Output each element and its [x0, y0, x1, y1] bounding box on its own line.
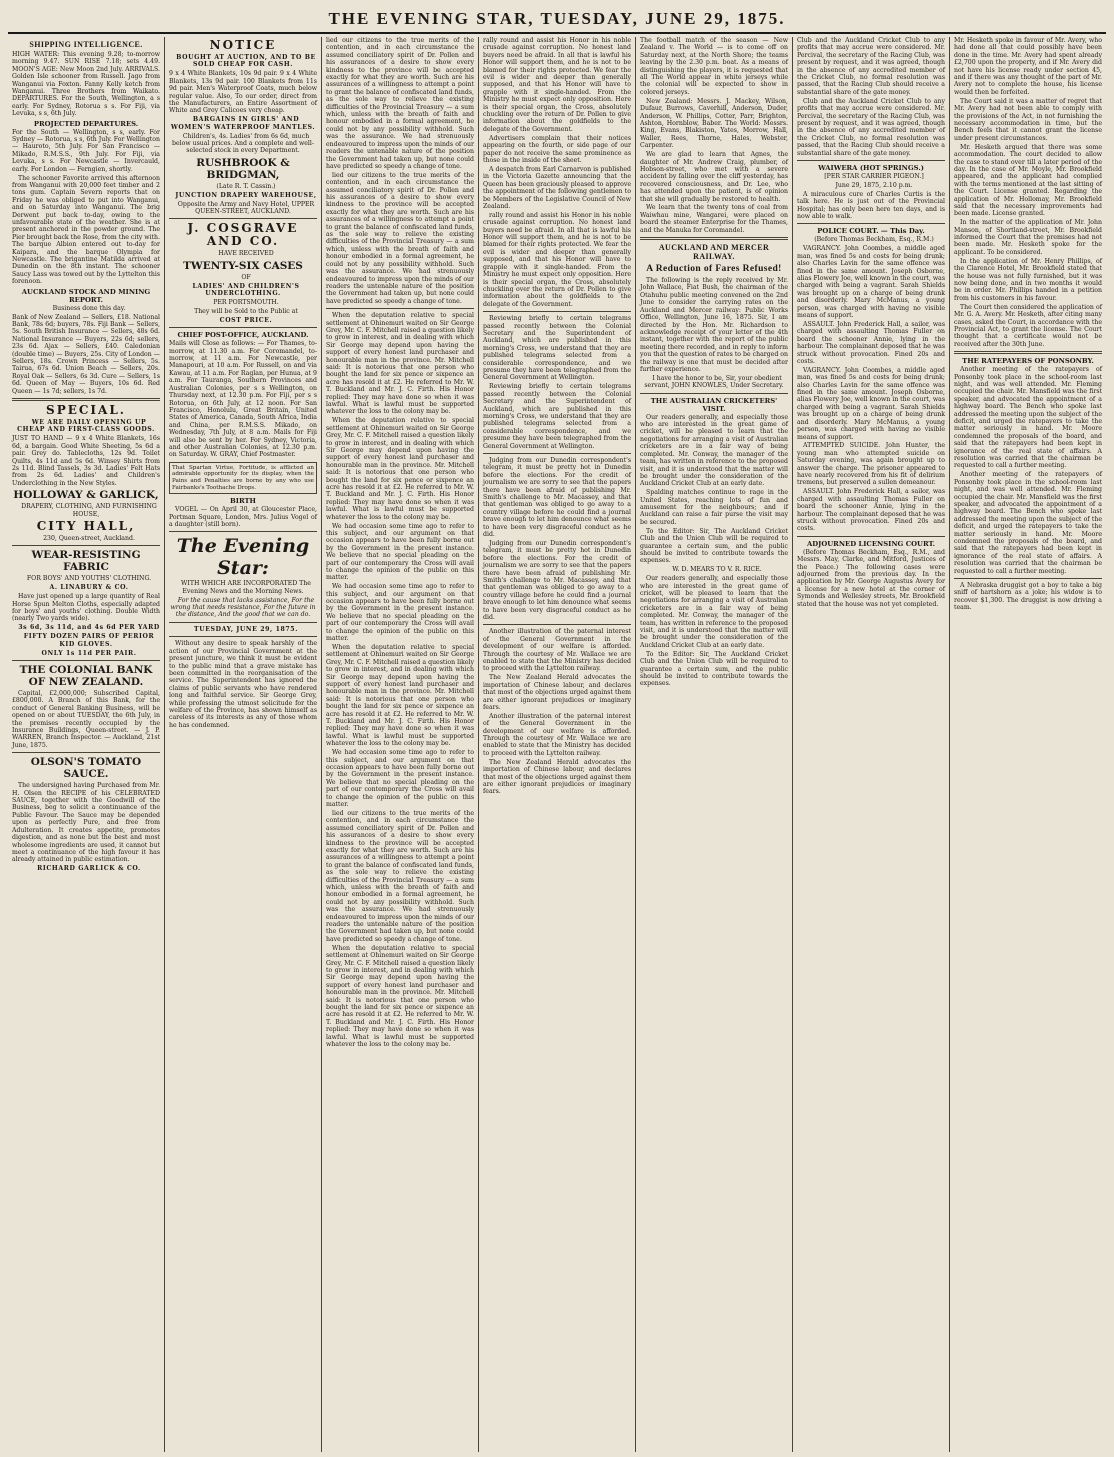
assault: ASSAULT. John Frederick Hall, a sailor, was charged with assaulting Thomas Fuller on board the schooner Annie, lying in the harbour. The complainant deposed that he was struck without provocation. Fined 20s and costs.: [797, 320, 945, 365]
editorial-cont: lied our citizens to the true merits of the contention, and in each circumstance the assumed conciliatory spirit of Dr. Pollen and his assurances of a desire to show every kindness to the province will be accepted exactly for what they are worth. Such are his assurances of a willingness to attempt a point to grant the balance of confiscated land funds, as the sole way to relieve the existing difficulties of the Provincial Treasury — a sum which, unless with the breath of faith and honour embodied in a formal agreement, he could not by any possibility withhold. Such was the assurance. We had strenuously endeavoured to impress upon the minds of our readers the untenable nature of the position the Government had taken up, but none could have predicted so speedy a change of tone.: [326, 809, 474, 943]
cosgrave-of: OF: [241, 273, 251, 281]
special-heading: SPECIAL.: [46, 403, 126, 418]
divider: [483, 624, 631, 625]
masthead-title: THE EVENING STAR, TUESDAY, JUNE 29, 1875.: [328, 9, 786, 28]
cosgrave-cases: TWENTY-SIX CASES: [183, 259, 303, 272]
cosgrave-cost: COST PRICE.: [219, 316, 273, 324]
notice-sub: BOUGHT AT AUCTION, AND TO BE SOLD CHEAP FOR CASH.: [176, 54, 316, 69]
linabury: A. LINABURY & CO.: [49, 584, 129, 592]
text-d: In the matter of the application of Mr. John Manson, of Shortland-street, Mr. Brookfield informed the Court that the premises had not been made. Mr. Hesketh spoke for the applicant. To be considered.: [954, 219, 1102, 256]
despatch: A despatch from Earl Carnarvon is published in the Victoria Gazette announcing that the Queen has been graciously pleased to approve the appointment of the following gentlemen to be Members of the Legislative Council of New Zealand.: [483, 165, 631, 210]
football: The football match of the season — New Zealand v. The World — is to come off on Saturday next, at the North Shore; the teams leaving by the 2.30 p.m. boat. As a means of distinguishing the players, it is requested that all The World appear in white jerseys while the colonial will be expected to show in colored jerseys.: [640, 37, 788, 96]
holloway-addr: 230, Queen-street, Auckland.: [43, 535, 135, 543]
twenty: We learn that the twenty tons of coal from Waiwhau mine, Wangarei, were placed on board the steamer Enterprise for the Thames, and the Manuka for Coromandel.: [640, 204, 788, 234]
ratepayers-text: Another meeting of the ratepayers of Ponsonby took place in the school-room last night, and was well attended. Mr. Fleming occupied the chair. Mr. Mansfield was the first speaker, and advocated the appointment of a highway board. The Bench who spoke last addressed the meeting upon the subject of the deficit, and urged the ratepayers to take the matter seriously in hand. Mr. Moore condemned the proposals of the board, and said that the ratepayers had been kept in ignorance of the real state of affairs. A resolution was carried that the chairman be requested to call a further meeting.: [954, 471, 1102, 575]
cosgrave-have: HAVE RECEIVED: [218, 250, 274, 258]
cosgrave-goods: LADIES' AND CHILDREN'S UNDERCLOTHING.: [192, 282, 300, 298]
col-end: The New Zealand Herald advocates the importation of Chinese labour, and declares that most of the objections urged against them are either ignorant prejudices or imaginary fears.: [483, 674, 631, 711]
waiwera-date: June 29, 1875, 2.10 p.m.: [835, 181, 913, 189]
bottom-text: We had occasion some time ago to refer to this subject, and our argument on that occasion appears to have been fully borne out by the Government in the present instance. We believe that no special pleading on the part of our contemporary the Cross will avail to change the opinion of the public on this matter.: [326, 583, 474, 643]
signature: W. D. MEARS TO V. R. RICE.: [672, 566, 762, 574]
divider: [954, 578, 1102, 579]
bank-heading: THE COLONIAL BANK OF NEW ZEALAND.: [19, 664, 153, 688]
star-verse: For the cause that lacks assistance, For the wrong that needs resistance, For the future in the distance, And the good that we can do.: [170, 596, 316, 619]
text-c: Mr. Hesketh argued that there was some accommodation. The court decided to allow the case to stand over till a later period of the day. In the case of Mr. Moyle, Mr. Brookfield appeared, and the applicant had complied with the terms mentioned at the last sitting of the Court. License granted. Regarding the application of Mr. Hollomay, Mr. Brookfield said that the necessary improvements had been made. License granted.: [954, 143, 1102, 218]
text-f: The Court then considered the application of Mr. G. A. Avery. Mr. Hesketh, after citing many cases, asked the Court, in accordance with the Provincial Act, to grant the license. The Court thought that a certificate would not be received after the 30th June.: [954, 303, 1102, 348]
bank-text: Capital, £2,000,000; Subscribed Capital, £800,000. A Branch of this Bank, for the conduct of General Banking Business, will be opened on or about TUESDAY, the 6th July, in the premises recently occupied by the Insurance Buildings, Queen-street. — J. P. WARREN, Branch Inspector. — Auckland, 21st June, 1875.: [12, 690, 160, 749]
special-text: JUST TO HAND — 9 x 4 White Blankets, 16s 6d, a bargain. Good White Sheeting, 5s 6d a pair. Grey do. Tablecloths, 12s 9d. Toilet Quilts, 4s 11d and 5s 6d. Winsey Shirts from 2s 11d. Blind Tassels, 3s 3d. Ladies' Felt Hats from 2s 6d. Ladies' and Children's Underclothing in the New Styles.: [12, 435, 160, 487]
divider: [169, 531, 317, 532]
text-e: In the application of Mr. Henry Phillips, of the Clarence Hotel, Mr. Brookfield stated that the house was not fully furnished, but it was now being done, and in two months it would be in order. Mr. Phillips handed in a petition from his customers in his favour.: [954, 257, 1102, 302]
bargains: BARGAINS IN GIRLS' AND WOMEN'S WATERPROOF MANTLES.: [170, 116, 316, 131]
judging: Judging from our Dunedin correspondent's telegram, it must be pretty hot in Dunedin before the elections. For the credit of journalism we are sorry to see that the papers there have been afraid of publishing Mr. Smith's challenge to Mr. Macassey, and that that gentleman was obliged to go away to a country village before he could find a journal brave enough to let him denounce what seems to have been very disgraceful conduct as he did.: [483, 539, 631, 621]
shipping-heading: SHIPPING INTELLIGENCE.: [29, 40, 143, 49]
divider: [169, 218, 317, 219]
star-motto: WITH WHICH ARE INCORPORATED The Evening News and the Morning News.: [181, 580, 311, 595]
waiwera-sub: [PER STAR CARRIER PIGEON.]: [824, 173, 924, 180]
another: Another illustration of the paternal interest of the General Government in the development of our welfare is afforded. Through the courtesy of Mr. Wallace we are enabled to state that the Ministry has decided to proceed with the Lyttelton railway.: [483, 712, 631, 757]
bottom-text: We had occasion some time ago to refer to this subject, and our argument on that occasion appears to have been fully borne out by the Government in the present instance. We believe that no special pleading on the part of our contemporary the Cross will avail to change the opinion of the public on this matter.: [326, 522, 474, 582]
cricket-text2: Spalding matches continue to rage in the United States, reaching lots of fun and amusement for the neighbours; and if Auckland can raise a fair purse the visit may be secured.: [640, 489, 788, 526]
divider: [12, 752, 160, 753]
deputation-text: When the deputation relative to special settlement at Ohinemuri waited on Sir George Grey, Mr. C. F. Mitchell raised a question likely to grow in interest, and in dealing with which Sir George may depend upon having the support of every honest land purchaser and honourable man in the province. Mr. Mitchell said: It is notorious that one person who bought the land for six pence or sixpence an acre has resold it at £2. He referred to Mr. W. T. Buckland and Mr. J. C. Firth. His Honor replied: They may have done so when it was lawful. What is lawful must be supported whatever the loss to the colony may be.: [326, 944, 474, 1049]
fares-heading: A Reduction of Fares Refused!: [646, 264, 782, 275]
letter: To the Editor: Sir, The Auckland Cricket Club and the Union Club will be required to guarantee a certain sum, and the public should be invited to contribute towards the expenses.: [640, 527, 788, 565]
divider: [483, 311, 631, 312]
teams: New Zealand: Messrs. J. Mackey, Wilson, Dufaur, Burrows, Caverhill, Anderson, Duder, Anderson, W. Phillips, Cotter, Parr, Brighton, Ashton, Hornblow, Baber. The World: Messrs. King, Evans, Blakiston, Yates, Morrow, Hall, Waller, Rees, Thorne, Hales, Webster, Carpenter.: [640, 97, 788, 150]
holloway-line: DRAPERY, CLOTHING, AND FURNISHING HOUSE,: [21, 503, 157, 518]
sauce-heading: OLSON'S TOMATO SAUCE.: [30, 756, 142, 781]
text-a: rally round and assist his Honor in his noble crusade against corruption. No honest land buyers need be afraid. In all that is lawful his Honor will support them, and he is not to be blamed for their rights protected. We fear the evil is wider and deeper than generally supposed, and that his Honor will have to grapple with it single-handed. From the Ministry he must expect only opposition. Here is their special organ, the Cross, absolutely chuckling over the return of Dr. Pollen to give information about the goldfields to the delegate of the Government.: [483, 211, 631, 308]
shipping-body: The schooner Favorite arrived this afternoon from Wanganui with 20,000 feet timber and 2 tons gum. Captain Severn reports that on Friday he was obliged to put into Wanganui, and on Saturday into Wanganui. The brig Derwent put back to-day, owing to the unfavourable state of the weather. She is at present anchored in the powder ground. The Pier brought back the Rose, from the city with. The barque Albion entered out to-day for Kaipara, and the barque Olympia for Newcastle. The brigantine Matilda arrived at Dunedin on the 8th instant. The schooner Saucy Lass was towed out by the Lyttelton this forenoon.: [12, 174, 160, 286]
judging: Judging from our Dunedin correspondent's telegram, it must be pretty hot in Dunedin before the elections. For the credit of journalism we are sorry to see that the papers there have been afraid of publishing Mr. Smith's challenge to Mr. Macassey, and that that gentleman was obliged to go away to a country village before he could find a journal brave enough to let him denounce what seems to have been very disgraceful conduct as he did.: [483, 456, 631, 538]
cricket-text: Our readers generally, and especially those who are interested in the great game of cricket, will be pleased to learn that the negotiations for arranging a visit of Australian cricketers are in a fair way of being completed. Mr. Conway, the manager of the team, has written in reference to the proposed visit, and it is understood that the matter will be brought under the consideration of the Auckland Cricket Club at an early date.: [640, 575, 788, 649]
ratepayers-text: Another meeting of the ratepayers of Ponsonby took place in the school-room last night, and was well attended. Mr. Fleming occupied the chair. Mr. Mansfield was the first speaker, and advocated the appointment of a highway board. The Bench who spoke last addressed the meeting upon the subject of the deficit, and urged the ratepayers to take the matter seriously in hand. Mr. Moore condemned the proposals of the board, and said that the ratepayers had been kept in ignorance of the real state of affairs. A resolution was carried that the chairman be requested to call a further meeting.: [954, 366, 1102, 470]
sauce-text: The undersigned having Purchased from Mr. H. Olsen the RECIPE of his CELEBRATED SAUCE, together with the Goodwill of the Business, beg to solicit a continuance of the Public Favour. The Sauce may be depended upon as perfectly Pure, and free from Adulteration. It creates appetite, promotes digestion, and as none but the best and most wholesome ingredients are used, it cannot but meet a continuance of the high favour it has already attained in public estimation.: [12, 782, 160, 864]
divider: [169, 622, 317, 623]
cosgrave: J. COSGRAVE AND CO.: [187, 221, 299, 249]
waiwera-text: A miraculous cure of Charles Curtis is the talk here. He is just out of the Provincial Hospital; has only been here ten days, and is now able to walk.: [797, 190, 945, 221]
text-a: Mr. Hesketh spoke in favour of Mr. Avery, who had done all that could possibly have been done in the time. Mr. Avery had spent already £2,700 upon the property, and if Mr. Avery did not have his license ready under section 45, and if there was any thought of the part of Mr. Avery not to complete the house, his license would then be forfeited.: [954, 37, 1102, 96]
police-text: VAGRANCY. John Coombes, a middle aged man, was fined 5s and costs for being drunk; also Charles Lavin for the same offence was fined in the same amount. Joseph Osborne, alias Flowery Joe, well known in the court, was charged with being a vagrant. Sarah Shields was brought up on a charge of being drunk and disorderly. Mary McManus, a young person, was charged with having no visible means of support.: [797, 366, 945, 441]
divider: [640, 237, 788, 240]
column-6: [793, 37, 950, 1452]
cosgrave-sold: They will be Sold to the Public at: [194, 307, 298, 315]
deputation-text: When the deputation relative to special settlement at Ohinemuri waited on Sir George Grey, Mr. C. F. Mitchell raised a question likely to grow in interest, and in dealing with which Sir George may depend upon having the support of every honest land purchaser and honourable man in the province. Mr. Mitchell said: It is notorious that one person who bought the land for six pence or sixpence an acre has resold it at £2. He referred to Mr. W. T. Buckland and Mr. J. C. Firth. His Honor replied: They may have done so when it was lawful. What is lawful must be supported whatever the loss to the colony may be.: [326, 417, 474, 521]
agent: We are glad to learn that Agnes, the daughter of Mr. Andrew Craig, plumber, of Hobson-street, who met with a severe accident by falling over the cliff yesterday, has recovered consciousness, and Dr. Lee, who has attended upon the patient, is of opinion that she will gradually be restored to health.: [640, 151, 788, 203]
notice-heading: NOTICE: [209, 38, 277, 52]
letter: To the Editor: Sir, The Auckland Cricket Club and the Union Club will be required to guarantee a certain sum, and the public should be invited to contribute towards the expenses.: [640, 650, 788, 688]
gloves-head: FIFTY DOZEN PAIRS OF PERIOR KID GLOVES.: [23, 633, 155, 648]
gloves-price: ONLY 1s 11d PER PAIR.: [41, 649, 137, 657]
col-end: The New Zealand Herald advocates the importation of Chinese labour, and declares that most of the objections urged against them are either ignorant prejudices or imaginary fears.: [483, 758, 631, 796]
editorial: Without any desire to speak harshly of the action of our Provincial Government at the present juncture, we think it must be evident to the public mind that a grave mistake has been committed in the reorganisation of the service. The Superintendent has ignored the claims of public servants who have rendered long and faithful service. Sir George Grey, while professing the utmost solicitude for the welfare of the Province, has shown himself as careless of its interests as any of those whom he has condemned.: [169, 640, 317, 729]
cricket-text: Our readers generally, and especially those who are interested in the great game of cricket, will be pleased to learn that the negotiations for arranging a visit of Australian cricketers are in a fair way of being completed. Mr. Conway, the manager of the team, has written in reference to the proposed visit, and it is understood that the matter will be brought under the consideration of the Auckland Cricket Club at an early date.: [640, 413, 788, 488]
divider: [483, 453, 631, 454]
garlick: RICHARD GARLICK & CO.: [37, 865, 141, 873]
divider: [12, 545, 160, 546]
notice-items: 9 x 4 White Blankets, 10s 9d pair. 9 x 4 White Blankets, 13s 9d pair. 100 Blankets from 11s 9d pair. Men's Waterproof Coats, much below regular value. Also, To our order, direct from the Manufacturers, an Entire Assortment of White and Grey Calicoes very cheap.: [169, 70, 317, 115]
divider: [797, 536, 945, 537]
another: Another illustration of the paternal interest of the General Government in the development of our welfare is afforded. Through the courtesy of Mr. Wallace we are enabled to state that the Ministry has decided to proceed with the Lyttelton railway.: [483, 628, 631, 673]
shipping-text: HIGH WATER: This evening 9.28; to-morrow morning 9.47. SUN RISE 7.18; sets 4.49. MOON'S AGE: New Moon 2nd July. ARRIVALS. Golden Isle schooner from Russell. Jago from Wanganui via Foxton. Fanny Kelly ketch from Wanganui. Three Brothers from Waikato. DEPARTURES. For the South, Wellington, a s early. For Sydney, Rotorua s s. For Fiji, via Levuka, s s, 6th July.: [12, 51, 160, 118]
column-4: [479, 37, 636, 1452]
licensing-heading: ADJOURNED LICENSING COURT.: [806, 539, 936, 548]
divider: [640, 393, 788, 394]
stock-text: Bank of New Zealand — Sellers, £18. National Bank, 78s 6d; buyers, 78s. Fiji Bank — Sellers, 5s. South British Insurance — Sellers, 48s 6d. National Insurance — Buyers, 22s 6d; sellers, 23s 6d. Ajax — Sellers, £40. Caledonian (double time) — Buyers, 25s. City of London — Sellers, 18s. Crown Princess — Sellers, 5s. Tairua, 67s 6d. Union Beach — Sellers, 20s. Royal Oak — Sellers, 6s 3d. Cure — Sellers, 1s 6d. Queen of May — Buyers, 10s 6d. Red Queen — 1s 7d; sellers, 1s 7d.: [12, 313, 160, 395]
deputation-text: When the deputation relative to special settlement at Ohinemuri waited on Sir George Grey, Mr. C. F. Mitchell raised a question likely to grow in interest, and in dealing with which Sir George may depend upon having the support of every honest land purchaser and honourable man in the province. Mr. Mitchell said: It is notorious that one person who bought the land for six pence or sixpence an acre has resold it at £2. He referred to Mr. W. T. Buckland and Mr. J. C. Firth. His Honor replied: They may have done so when it was lawful. What is lawful must be supported whatever the loss to the colony may be.: [326, 644, 474, 748]
text-a: rally round and assist his Honor in his noble crusade against corruption. No honest land buyers need be afraid. In all that is lawful his Honor will support them, and he is not to be blamed for their rights protected. We fear the evil is wider and deeper than generally supposed, and that his Honor will have to grapple with it single-handed. From the Ministry he must expect only opposition. Here is their special organ, the Cross, absolutely chuckling over the return of Dr. Pollen to give information about the goldfields to the delegate of the Government.: [483, 37, 631, 133]
wear-heading: WEAR-RESISTING FABRIC: [31, 549, 141, 574]
cricket-heading: THE AUSTRALIAN CRICKETERS' VISIT.: [650, 396, 778, 413]
deputation-text: When the deputation relative to special settlement at Ohinemuri waited on Sir George Grey, Mr. C. F. Mitchell raised a question likely to grow in interest, and in dealing with which Sir George may depend upon having the support of every honest land purchaser and honourable man in the province. Mr. Mitchell said: It is notorious that one person who bought the land for six pence or sixpence an acre has resold it at £2. He referred to Mr. W. T. Buckland and Mr. J. C. Firth. His Honor replied: They may have done so when it was lawful. What is lawful must be supported whatever the loss to the colony may be.: [326, 312, 474, 416]
waiwera-heading: WAIWERA (HOT SPRINGS.): [818, 164, 924, 172]
birth-heading: BIRTH: [230, 497, 256, 506]
stock-subhead: Business done this day.: [52, 304, 126, 312]
divider: [169, 327, 317, 328]
rushbrook-sub: (Late R. T. Cassin.): [216, 182, 276, 190]
divider: [326, 308, 474, 309]
star-date: TUESDAY, JUNE 29, 1875.: [194, 625, 298, 633]
fares-sign: I have the honor to be, Sir, your obedient servant, JOHN KNOWLES, Under Secretary.: [644, 374, 784, 390]
wear-sub: FOR BOYS' AND YOUTHS' CLOTHING.: [26, 575, 152, 583]
column-1: [8, 37, 165, 1452]
editorial-cont: lied our citizens to the true merits of the contention, and in each circumstance the assumed conciliatory spirit of Dr. Pollen and his assurances of a desire to show every kindness to the province will be accepted exactly for what they are worth. Such are his assurances of a willingness to attempt a point to grant the balance of confiscated land funds, as the sole way to relieve the existing difficulties of the Provincial Treasury — a sum which, unless with the breath of faith and honour embodied in a formal agreement, he could not by any possibility withhold. Such was the assurance. We had strenuously endeavoured to impress upon the minds of our readers the untenable nature of the position the Government had taken up, but none could have predicted so speedy a change of tone.: [326, 171, 474, 305]
police-sub: (Before Thomas Beckham, Esq., R.M.): [814, 236, 934, 244]
spartan-box: [169, 462, 317, 494]
ratepayers-heading: THE RATEPAYERS OF PONSONBY.: [962, 357, 1094, 366]
divider: [797, 223, 945, 224]
police-heading: POLICE COURT. — This Day.: [817, 227, 925, 236]
spartan-text: That Spartan Virtue, Fortitude, is afflicted an admirable opportunity for its display, when the Pains and Penalties are borne by any who use Fairbanks's Toothache Drops.: [172, 464, 314, 491]
junction: JUNCTION DRAPERY WAREHOUSE,: [175, 191, 317, 199]
stock-heading: AUCKLAND STOCK AND MINING REPORT.: [21, 287, 151, 304]
editorial-cont: lied our citizens to the true merits of the contention, and in each circumstance the assumed conciliatory spirit of Dr. Pollen and his assurances of a desire to show every kindness to the province will be accepted exactly for what they are worth. Such are his assurances of a willingness to attempt a point to grant the balance of confiscated land funds, as the sole way to relieve the existing difficulties of the Provincial Treasury — a sum which, unless with the breath of faith and honour embodied in a formal agreement, he could not by any possibility withhold. Such was the assurance. We had strenuously endeavoured to impress upon the minds of our readers the untenable nature of the position the Government had taken up, but none could have predicted so speedy a change of tone.: [326, 37, 474, 170]
divider: [169, 636, 317, 637]
reviewing: Reviewing briefly to certain telegrams passed recently between the Colonial Secretary and the Superintendent of Auckland, which are published in this morning's Cross, we understand that they are published telegrams selected from a considerable correspondence, and we presume they have been telegraphed from the General Government at Wellington.: [483, 315, 631, 382]
projected-heading: PROJECTED DEPARTURES.: [33, 119, 139, 128]
columns: [8, 37, 1106, 1452]
column-5: [636, 37, 793, 1452]
divider: [954, 351, 1102, 354]
column-2: [165, 37, 322, 1452]
attempted: ATTEMPTED SUICIDE. John Hunter, the young man who attempted suicide on Saturday evening, was again brought up to answer the charge. The prisoner appeared to have nearly recovered from his fit of delirium tremens, but preserved a sullen demeanour.: [797, 442, 945, 487]
railway-heading: AUCKLAND AND MERCER RAILWAY.: [658, 243, 770, 262]
price-line: 3s 6d, 3s 11d, and 4s 6d PER YARD: [18, 624, 160, 632]
advertisers: Advertisers complain that their notices appearing on the fourth, or side page of our paper do not receive the same prominence as those in the inside of the sheet.: [483, 134, 631, 164]
reviewing: Reviewing briefly to certain telegrams passed recently between the Colonial Secretary and the Superintendent of Auckland, which are published in this morning's Cross, we understand that they are published telegrams selected from a considerable correspondence, and we presume they have been telegraphed from the General Government at Wellington.: [483, 383, 631, 450]
junction-addr: Opposite the Army and Navy Hotel, UPPER QUEEN-STREET, AUCKLAND.: [177, 200, 315, 215]
text-b: The Court said it was a matter of regret that Mr. Avery had not been able to comply with the provisions of the Act, in not furnishing the necessary accommodation in time, but the Bench feels that it cannot grant the license under present circumstances.: [954, 97, 1102, 142]
column-3: [322, 37, 479, 1452]
club-text: Club and the Auckland Cricket Club to any profits that may accrue were considered. Mr. Percival, the secretary of the Racing Club, was present by request, and it was agreed, though in the absence of any accredited member of the Cricket Club, no formal resolution was passed, that the Racing Club should receive a substantial share of the gate money.: [797, 37, 945, 96]
divider: [12, 660, 160, 661]
column-7: [950, 37, 1106, 1452]
masthead: [8, 6, 1106, 34]
linabury-text: Have just opened up a large quantity of Real Horse Spun Melton Cloths, especially adapted for boys' and youths' clothing. Double Width (nearly Two yards wide).: [12, 593, 160, 623]
rushbrook: RUSHBROOK & BRIDGMAN,: [196, 156, 290, 181]
police-text: VAGRANCY. John Coombes, a middle aged man, was fined 5s and costs for being drunk; also Charles Lavin for the same offence was fined in the same amount. Joseph Osborne, alias Flowery Joe, well known in the court, was charged with being a vagrant. Sarah Shields was brought up on a charge of being drunk and disorderly. Mary McManus, a young person, was charged with having no visible means of support.: [797, 245, 945, 319]
club-text: Club and the Auckland Cricket Club to any profits that may accrue were considered. Mr. Percival, the secretary of the Racing Club, was present by request, and it was agreed, though in the absence of any accredited member of the Cricket Club, no formal resolution was passed, that the Racing Club should receive a substantial share of the gate money.: [797, 97, 945, 157]
star-title: The Evening Star:: [176, 535, 310, 580]
special-subhead: WE ARE DAILY OPENING UP CHEAP AND FIRST-CLASS GOODS.: [17, 419, 155, 434]
holloway-name: HOLLOWAY & GARLICK,: [13, 489, 159, 502]
projected-text: For the South — Wellington, s s, early. For Sydney — Rotorua, s s, 6th July. For Wellington — Hauroto, 5th July. For San Francisco — Mikado, R.M.S.S., 9th July. For Fiji, via Levuka, s s. For Newcastle — Invercauld, early. For London — Ferngien, shortly.: [12, 128, 160, 173]
holloway-house: CITY HALL,: [36, 519, 136, 534]
assault: ASSAULT. John Frederick Hall, a sailor, was charged with assaulting Thomas Fuller on board the schooner Annie, lying in the harbour. The complainant deposed that he was struck without provocation. Fined 20s and costs.: [797, 488, 945, 533]
fares-text: The following is the reply received by Mr. John Wallace, Fiat Bush, the chairman of the Otahuhu public meeting convened on the 2nd June to consider the carrying rates on the Auckland and Mercer railway: Public Works Office, Wellington, June 16, 1875. Sir, I am directed by the Hon. Mr. Richardson to acknowledge receipt of your letter of the 4th instant, together with the report of the public meeting there recorded, and in reply to inform you that the question of rates to be charged on the railway is one that must be decided after further experience.: [640, 277, 788, 373]
bottom-text: We had occasion some time ago to refer to this subject, and our argument on that occasion appears to have been fully borne out by the Government in the present instance. We believe that no special pleading on the part of our contemporary the Cross will avail to change the opinion of the public on this matter.: [326, 749, 474, 809]
postoffice-heading: CHIEF POST-OFFICE, AUCKLAND.: [177, 331, 309, 340]
divider: [797, 160, 945, 161]
birth-text: VOGEL — On April 30, at Gloucester Place, Portman Square, London, Mrs. Julius Vogel of a daughter (still born).: [169, 506, 317, 528]
postoffice-text: Mails will Close as follows: — For Thames, to-morrow, at 11.30 a.m. For Coromandel, to-morrow, at 11 a.m. For Newcastle, per Manapouri, at 10 a.m. For Russell, on and via Kawau, at 11 a.m. For Raglan, per Hunua, at 9 a.m. For Tauranga, Southern Provinces and Australian Colonies, per s s Wellington, on Thursday next, at 12.30 p.m. For Fiji, per s s Rotorua, on 6th July, at 12 noon. For San Francisco, Honolulu, Great Britain, United States of America, Canada, South Africa, India and China, per R.M.S.S. Mikado, on Wednesday, 7th July, at 8 a.m. Mails for Fiji will also be sent by her. For Sydney, Victoria, and other Australian Colonies, at 12.30 p.m. on Saturday. W. GRAY, Chief Postmaster.: [169, 340, 317, 459]
closing: A Nebraska druggist got a boy to take a big sniff of hartshorn as a joke; his widow is to recover $1,300. The druggist is now driving a team.: [954, 582, 1102, 612]
cosgrave-ships: PER PORTSMOUTH.: [213, 299, 279, 307]
bargains-sub: Children's, 4s. Ladies' from 6s 6d, much below usual prices. And a complete and well-selected stock in every Department.: [172, 132, 314, 155]
licensing-text: (Before Thomas Beckham, Esq., R.M., and Messrs. May, Clarke, and Mitford, Justices of the Peace.) The following cases were adjourned from the previous day. In the application by Mr. George Augustus Avery for a license for a new hotel at the corner of Symonds and Wellesley streets, Mr. Brookfield stated that the house was not yet completed.: [797, 548, 945, 608]
divider: [12, 398, 160, 401]
